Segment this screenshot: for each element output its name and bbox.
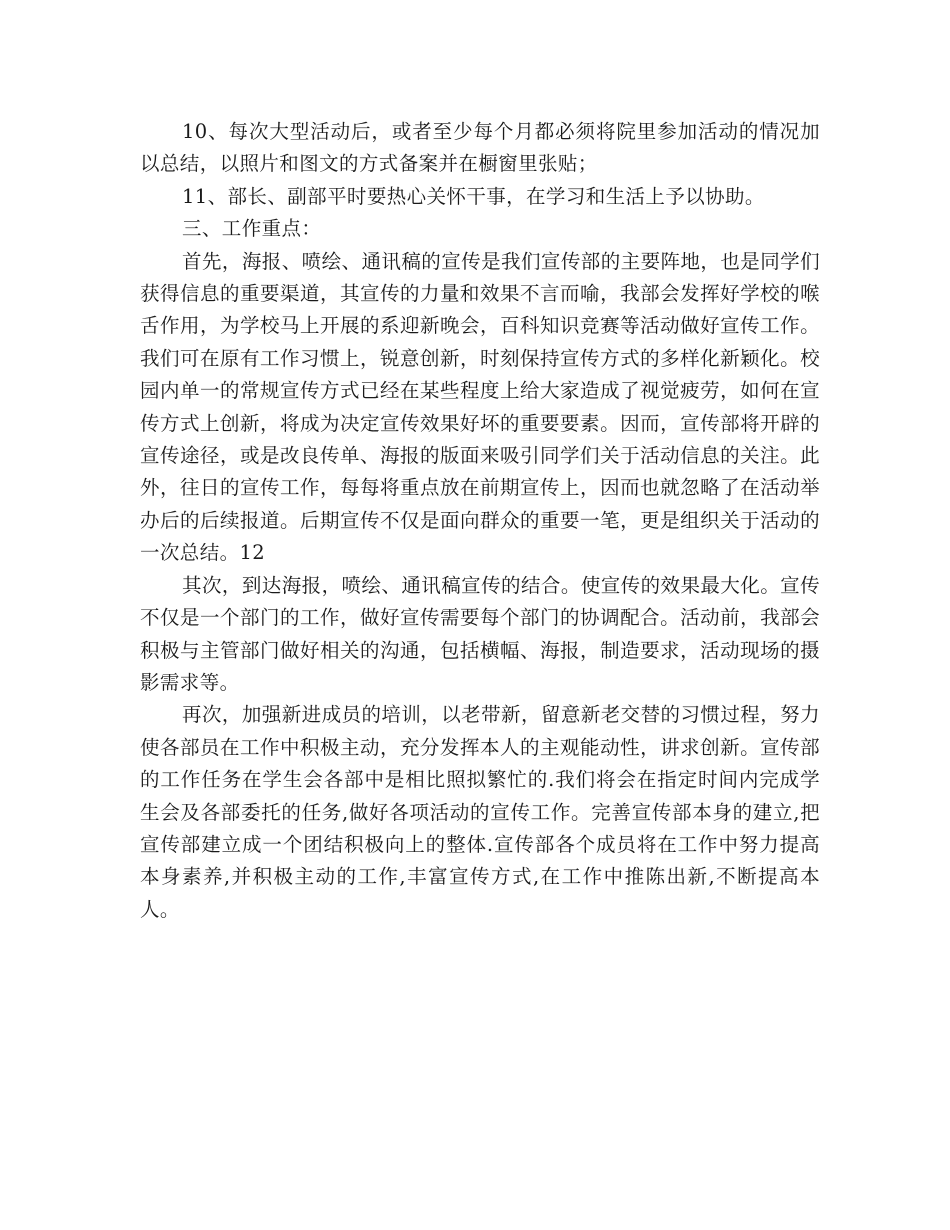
paragraph-second: 其次，到达海报，喷绘、通讯稿宣传的结合。使宣传的效果最大化。宣传不仅是一个部门的工作，做好宣传需要每个部门的协调配合。活动前，我部会积极与主管部门做好相关的沟通，包括横幅、海报，制造要求，活动现场的摄影需求等。 [140, 573, 820, 694]
paragraph-first: 首先，海报、喷绘、通讯稿的宣传是我们宣传部的主要阵地，也是同学们获得信息的重要渠道，其宣传的力量和效果不言而喻，我部会发挥好学校的喉舌作用，为学校马上开展的系迎新晚会，百科知识竞赛等活动做好宣传工作。我们可在原有工作习惯上，锐意创新，时刻保持宣传方式的多样化新颖化。校园内单一的常规宣传方式已经在某些程度上给大家造成了视觉疲劳，如何在宣传方式上创新，将成为决定宣传效果好坏的重要要素。因而，宣传部将开辟的宣传途径，或是改良传单、海报的版面来吸引同学们关于活动信息的关注。此外，往日的宣传工作，每每将重点放在前期宣传上，因而也就忽略了在活动举办后的后续报道。后期宣传不仅是面向群众的重要一笔，更是组织关于活动的一次总结。12 [140, 249, 820, 565]
paragraph-item-10: 10、每次大型活动后，或者至少每个月都必须将院里参加活动的情况加以总结，以照片和图文的方式备案并在橱窗里张贴； [140, 120, 820, 176]
paragraph-third: 再次，加强新进成员的培训，以老带新，留意新老交替的习惯过程，努力使各部员在工作中积极主动，充分发挥本人的主观能动性，讲求创新。宣传部的工作任务在学生会各部中是相比照拟繁忙的.我们将会在指定时间内完成学生会及各部委托的任务,做好各项活动的宣传工作。完善宣传部本身的建立,把宣传部建立成一个团结积极向上的整体.宣传部各个成员将在工作中努力提高本身素养,并积极主动的工作,丰富宣传方式,在工作中推陈出新,不断提高本人。 [140, 703, 820, 921]
section-heading-work-focus: 三、工作重点： [182, 217, 322, 241]
paragraph-item-11: 11、部长、副部平时要热心关怀干事，在学习和生活上予以协助。 [182, 184, 765, 208]
document-body [140, 116, 820, 926]
